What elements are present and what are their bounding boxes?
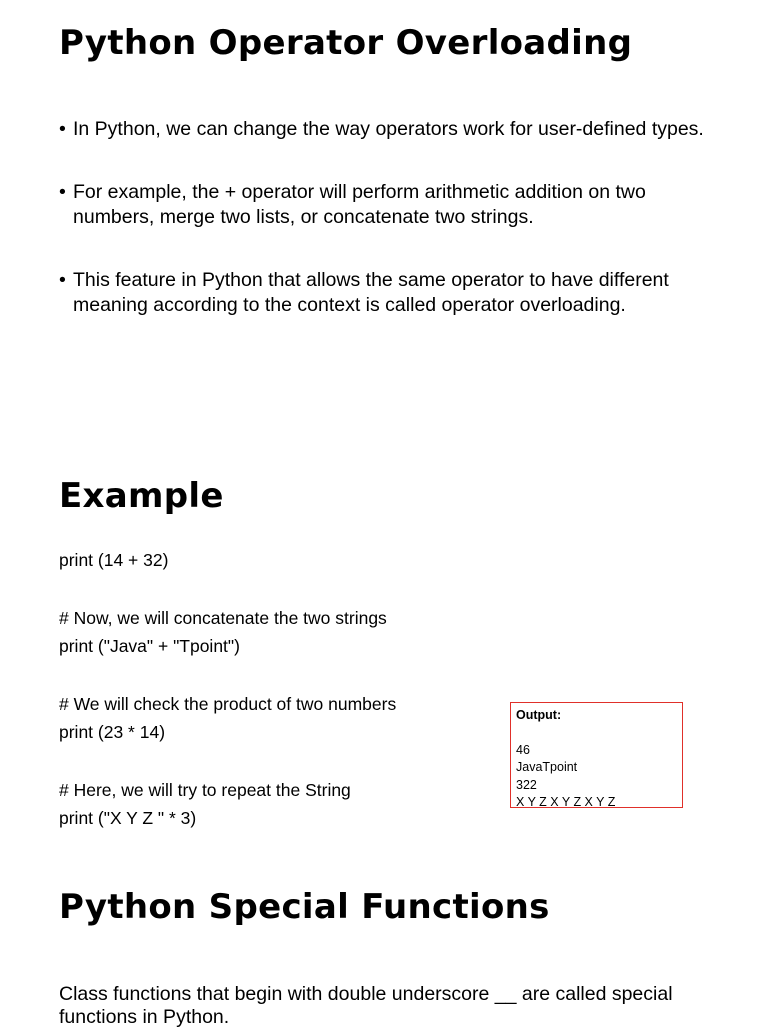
special-functions-paragraph: Class functions that begin with double underscore __ are called special functions in Python.	[59, 983, 673, 1028]
special-functions-heading: Python Special Functions	[59, 887, 550, 927]
code-line: print ("Java" + "Tpoint")	[59, 636, 240, 656]
code-comment: # We will check the product of two numbers	[59, 694, 397, 714]
list-item: • This feature in Python that allows the same operator to have different meaning according to the context is called operator overloading.	[59, 268, 719, 318]
code-line: print ("X Y Z " * 3)	[59, 808, 197, 828]
bullet-list	[59, 117, 719, 356]
list-item: • In Python, we can change the way operators work for user-defined types.	[59, 117, 719, 142]
output-line: X Y Z X Y Z X Y Z	[516, 795, 616, 810]
page-title: Python Operator Overloading	[59, 23, 633, 63]
code-comment: # Here, we will try to repeat the String	[59, 780, 351, 800]
output-title: Output:	[516, 708, 562, 722]
output-box	[510, 702, 683, 808]
output-line: 46	[516, 742, 530, 757]
code-line: print (14 + 32)	[59, 550, 169, 570]
code-comment: # Now, we will concatenate the two strings	[59, 608, 387, 628]
code-line: print (23 * 14)	[59, 722, 166, 742]
output-line: 322	[516, 777, 537, 792]
output-line: JavaTpoint	[516, 760, 578, 775]
list-item: • For example, the + operator will perform arithmetic addition on two numbers, merge two lists, or concatenate two strings.	[59, 180, 719, 230]
output-spacer	[516, 724, 682, 741]
example-heading: Example	[59, 476, 224, 516]
